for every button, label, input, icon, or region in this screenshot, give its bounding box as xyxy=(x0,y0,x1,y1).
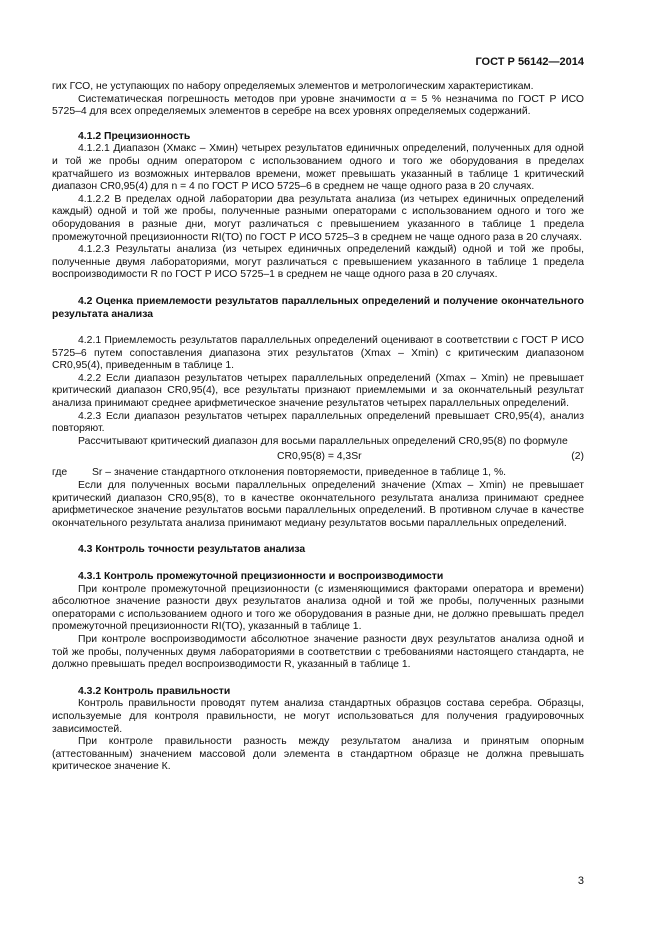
paragraph: 4.1.2.2 В пределах одной лаборатории два результата анализа (из четырех единичных определений каждый) одной и той же пробы, полученные разными операторами с использованием одного и того же оборудования в разные дни, могут различаться с превышением указанного в таблице 1 предела промежуточной прецизионности RI(ТО) по ГОСТ Р ИСО 5725–3 в среднем не чаще одного раза в 20 случаях. xyxy=(52,193,584,243)
paragraph: 4.2.3 Если диапазон результатов четырех параллельных определений превышает CR0,95(4), анализ повторяют. xyxy=(52,410,584,435)
page-number: 3 xyxy=(577,875,584,887)
paragraph: При контроле правильности разность между результатом анализа и принятым опорным (аттестованным) значением массовой доли элемента в стандартном образце не должна превышать критическое значение К. xyxy=(52,736,584,773)
paragraph: гих ГСО, не уступающих по набору определяемых элементов и метрологическим характеристикам. xyxy=(52,81,534,92)
section-heading: 4.3 Контроль точности результатов анализа xyxy=(78,544,306,556)
formula: CR0,95(8) = 4,3Sr xyxy=(277,451,362,463)
where-label: где xyxy=(52,467,68,479)
paragraph: При контроле воспроизводимости абсолютное значение разности двух результатов анализа одной и той же пробы, полученных двумя лабораториями в соответствии с требованиями настоящего стандарта, не должно превышать предел воспроизводимости R, указанный в таблице 1. xyxy=(52,633,584,671)
subsection-heading: 4.3.1 Контроль промежуточной прецизионности и воспроизводимости xyxy=(78,571,444,582)
formula-line xyxy=(52,451,584,465)
paragraph: 4.1.2.1 Диапазон (Хмакс – Хмин) четырех результатов единичных определений, полученных для одной и той же пробы одним оператором с использованием одного и того же оборудования в пределах кратчайшего из возможных интервалов времени, может превышать указанный в таблице 1 критический диапазон CR0,95(4) для n = 4 по ГОСТ Р ИСО 5725–6 в среднем не чаще одного раза в 20 случаях. xyxy=(52,143,584,193)
paragraph: Контроль правильности проводят путем анализа стандартных образцов состава серебра. Образцы, используемые для контроля правильности, не могут использоваться для получения градуировочных зависимостей. xyxy=(52,698,584,735)
section-heading: 4.2 Оценка приемлемости результатов параллельных определений и получение окончательного результата анализа xyxy=(52,295,584,320)
document-header: ГОСТ Р 56142—2014 xyxy=(475,56,584,68)
paragraph: 4.1.2.3 Результаты анализа (из четырех единичных определений каждый) одной и той же пробы, полученные двумя лабораториями, могут различаться с превышением указанного в таблице 1 предела воспроизводимости R по ГОСТ Р ИСО 5725–1 в среднем не чаще одного раза в 20 случаях. xyxy=(52,244,584,281)
paragraph: 4.2.1 Приемлемость результатов параллельных определений оценивают в соответствии с ГОСТ Р ИСО 5725–6 путем сопоставления диапазона этих результатов (Xmax – Xmin) с критическим диапазоном CR0,95(4), приведенным в таблице 1. xyxy=(52,335,584,372)
paragraph: Если для полученных восьми параллельных определений значение (Xmax – Xmin) не превышает критический диапазон CR0,95(8), то в качестве окончательного результата анализа принимают среднее арифметическое значение результатов восьми параллельных определений. В противном случае в качестве окончательного результата анализа принимают медиану результатов восьми параллельных определений. xyxy=(52,480,584,529)
formula-where xyxy=(52,467,584,480)
formula-number: (2) xyxy=(571,451,584,463)
where-text: Sr – значение стандартного отклонения повторяемости, приведенное в таблице 1, %. xyxy=(92,467,507,479)
subsection-heading: 4.3.2 Контроль правильности xyxy=(78,685,231,697)
document-body xyxy=(52,81,584,774)
paragraph: При контроле промежуточной прецизионности (с изменяющимися факторами оператора и времени) абсолютное значение разности двух результатов анализа одной и той же пробы, полученных разными операторами с использованием одного и того же оборудования в разные дни, не должно превышать предел промежуточной прецизионности RI(ТО), указанный в таблице 1. xyxy=(52,583,584,633)
paragraph: 4.2.2 Если диапазон результатов четырех параллельных определений (Xmax – Xmin) не превышает критический диапазон CR0,95(4), все результаты признают приемлемыми и за окончательный результат анализа принимают среднее арифметическое значение результатов четырех параллельных определений. xyxy=(52,372,584,410)
paragraph: Рассчитывают критический диапазон для восьми параллельных определений CR0,95(8) по формуле xyxy=(78,435,568,447)
paragraph: Систематическая погрешность методов при уровне значимости α = 5 % незначима по ГОСТ Р ИСО 5725–4 для всех определяемых элементов в серебре на всех уровнях определяемых содержаний. xyxy=(52,93,584,118)
section-heading: 4.1.2 Прецизионность xyxy=(78,130,191,142)
